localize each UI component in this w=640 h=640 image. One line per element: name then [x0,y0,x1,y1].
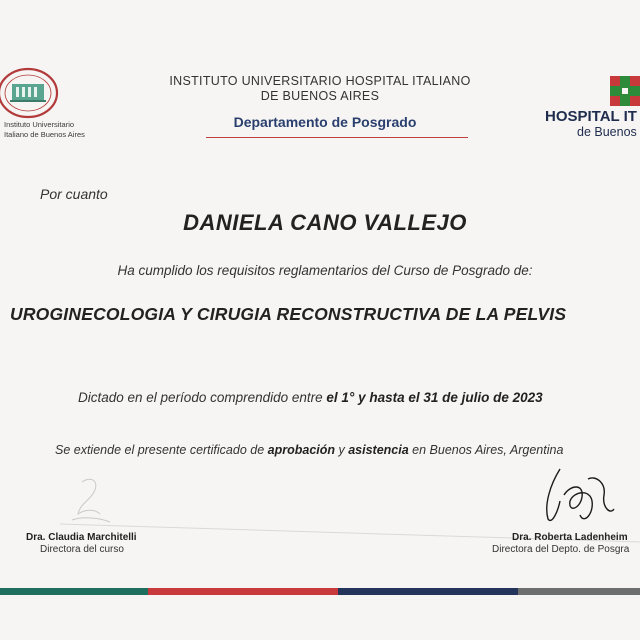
band-teal [0,588,148,595]
hospital-logo-city: de Buenos [577,125,637,139]
recipient-name: DANIELA CANO VALLEJO [183,210,467,235]
period-text [78,390,543,405]
period-prefix: Dictado en el período comprendido entre [78,390,327,405]
statement-approval: aprobación [267,443,336,457]
right-signer-name: Dra. Roberta Ladenheim [512,532,628,543]
band-red [148,588,338,595]
hospital-logo-name: HOSPITAL IT [545,108,637,125]
requirement-text: Ha cumplido los requisitos reglamentarios del Curso de Posgrado de: [117,263,533,278]
left-signer-role: Directora del curso [40,544,124,555]
left-logo-caption: Instituto Universitario Italiano de Buenos Aires [4,120,85,139]
institute-seal-logo [0,67,60,119]
certificate-statement [55,443,563,457]
statement-prefix: Se extiende el presente certificado de [55,443,268,457]
course-title: UROGINECOLOGIA Y CIRUGIA RECONSTRUCTIVA DE LA PELVIS [10,304,567,324]
department-underline [206,137,468,138]
period-dates: el 1° y hasta el 31 de julio de 2023 [326,390,543,405]
band-navy [338,588,518,595]
department-title: Departamento de Posgrado [233,114,417,130]
statement-and: y [335,443,349,457]
statement-attendance: asistencia [348,443,409,457]
statement-suffix: en Buenos Aires, Argentina [408,443,564,457]
institution-name-line2: DE BUENOS AIRES [260,89,380,103]
por-cuanto-text: Por cuanto [40,186,108,202]
color-band [0,588,640,595]
right-signer-role: Directora del Depto. de Posgra [492,544,630,555]
institution-name-line1: INSTITUTO UNIVERSITARIO HOSPITAL ITALIANO [169,74,471,88]
hospital-cross-icon [610,76,640,106]
left-signer-name: Dra. Claudia Marchitelli [26,532,137,543]
band-gray [518,588,640,595]
